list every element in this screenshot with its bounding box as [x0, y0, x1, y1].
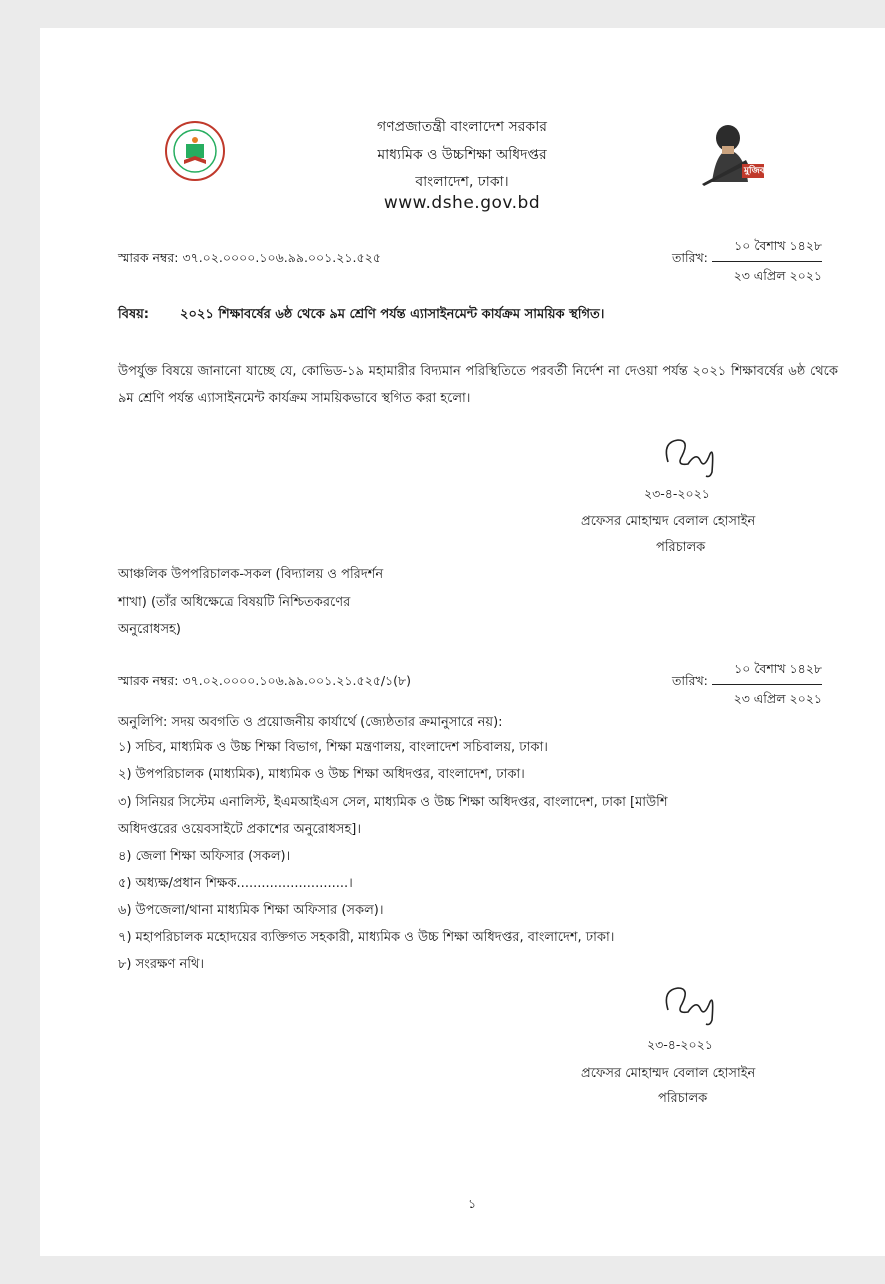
signature2-date: ২৩-৪-২০২১: [647, 1037, 713, 1052]
memo1-reference: [118, 250, 381, 270]
list-item: ৩) সিনিয়র সিস্টেম এনালিস্ট, ইএমআইএস সেল, মাধ্যমিক ও উচ্চ শিক্ষা অধিদপ্তর, বাংলাদেশ, ঢাকা [মাউশি: [118, 795, 668, 810]
memo1-date-english: ২৩ এপ্রিল ২০২১: [733, 268, 822, 283]
memo2-date-bangla: ১০ বৈশাখ ১৪২৮: [712, 661, 822, 685]
recipient-line-2: শাখা) (তাঁর অধিক্ষেত্রে বিষয়টি নিশ্চিতকরণের: [118, 595, 351, 610]
header-line-2: মাধ্যমিক ও উচ্চশিক্ষা অধিদপ্তর: [377, 147, 547, 163]
mujib-borsho-logo-text: মুজিব বর্ষ 100: [744, 166, 800, 176]
header-line-1: গণপ্রজাতন্ত্রী বাংলাদেশ সরকার: [377, 119, 547, 135]
signature2-name: প্রফেসর মোহাম্মদ বেলাল হোসাইন: [581, 1066, 756, 1081]
page-number: ১: [468, 1196, 477, 1211]
list-item: ৪) জেলা শিক্ষা অফিসার (সকল)।: [118, 849, 291, 864]
signature2-title: পরিচালক: [658, 1091, 708, 1106]
memo1-date-label: তারিখ:: [672, 250, 708, 265]
list-item: ৫) অধ্যক্ষ/প্রধান শিক্ষক...........................।: [118, 876, 353, 891]
subject-text: ২০২১ শিক্ষাবর্ষের ৬ষ্ঠ থেকে ৯ম শ্রেণি পর্যন্ত এ্যাসাইনমেন্ট কার্যক্রম সাময়িক স্থগিত।: [180, 307, 605, 322]
document-page: [40, 28, 885, 1256]
dshe-logo: [164, 120, 226, 186]
copies-intro: অনুলিপি: সদয় অবগতি ও প্রয়োজনীয় কার্যার্থে (জ্যেষ্ঠতার ক্রমানুসারে নয়):: [118, 715, 503, 730]
signature-2: [660, 980, 730, 1030]
memo2-reference: [118, 673, 411, 693]
memo1-date-block: [712, 238, 822, 288]
signature-1: [660, 432, 730, 482]
memo1-ref-label: স্মারক নম্বর:: [118, 250, 179, 265]
recipient-line-1: আঞ্চলিক উপপরিচালক-সকল (বিদ্যালয় ও পরিদর্শন: [118, 567, 384, 582]
header-line-3: বাংলাদেশ, ঢাকা।: [415, 174, 509, 190]
signature1-title: পরিচালক: [656, 540, 706, 555]
memo2-ref-number: ৩৭.০২.০০০০.১০৬.৯৯.০০১.২১.৫২৫/১(৮): [182, 673, 412, 688]
memo1-date-bangla: ১০ বৈশাখ ১৪২৮: [712, 238, 822, 262]
memo2-date-block: [712, 661, 822, 711]
list-item: ২) উপপরিচালক (মাধ্যমিক), মাধ্যমিক ও উচ্চ শিক্ষা অধিদপ্তর, বাংলাদেশ, ঢাকা।: [118, 767, 525, 782]
memo2-date-english: ২৩ এপ্রিল ২০২১: [733, 691, 822, 706]
list-item: ৮) সংরক্ষণ নথি।: [118, 957, 205, 972]
list-item: অধিদপ্তরের ওয়েবসাইটে প্রকাশের অনুরোধসহ]।: [118, 822, 362, 837]
list-item: ৬) উপজেলা/থানা মাধ্যমিক শিক্ষা অফিসার (সকল)।: [118, 903, 384, 918]
mujib-borsho-logo: [702, 120, 802, 190]
body-paragraph: উপর্যুক্ত বিষয়ে জানানো যাচ্ছে যে, কোভিড-১৯ মহামারীর বিদ্যমান পরিস্থিতিতে পরবর্তী নির্দেশ না দেওয়া পর্যন্ত ২০২১ শিক্ষাবর্ষের ৬ষ্ঠ থেকে ৯ম শ্রেণি পর্যন্ত এ্যাসাইনমেন্ট কার্যক্রম সাময়িকভাবে স্থগিত করা হলো।: [118, 364, 838, 406]
subject-label: বিষয়:: [118, 307, 149, 322]
signature1-name: প্রফেসর মোহাম্মদ বেলাল হোসাইন: [581, 514, 756, 529]
memo2-ref-label: স্মারক নম্বর:: [118, 673, 179, 688]
recipient-line-3: অনুরোধসহ): [118, 622, 181, 637]
memo1-ref-number: ৩৭.০২.০০০০.১০৬.৯৯.০০১.২১.৫২৫: [182, 250, 381, 265]
memo2-date-label: তারিখ:: [672, 673, 708, 688]
list-item: ৭) মহাপরিচালক মহোদয়ের ব্যক্তিগত সহকারী, মাধ্যমিক ও উচ্চ শিক্ষা অধিদপ্তর, বাংলাদেশ, ঢাকা।: [118, 930, 615, 945]
signature1-date: ২৩-৪-২০২১: [644, 486, 710, 501]
list-item: ১) সচিব, মাধ্যমিক ও উচ্চ শিক্ষা বিভাগ, শিক্ষা মন্ত্রণালয়, বাংলাদেশ সচিবালয়, ঢাকা।: [118, 740, 548, 755]
website-url: www.dshe.gov.bd: [383, 193, 541, 213]
